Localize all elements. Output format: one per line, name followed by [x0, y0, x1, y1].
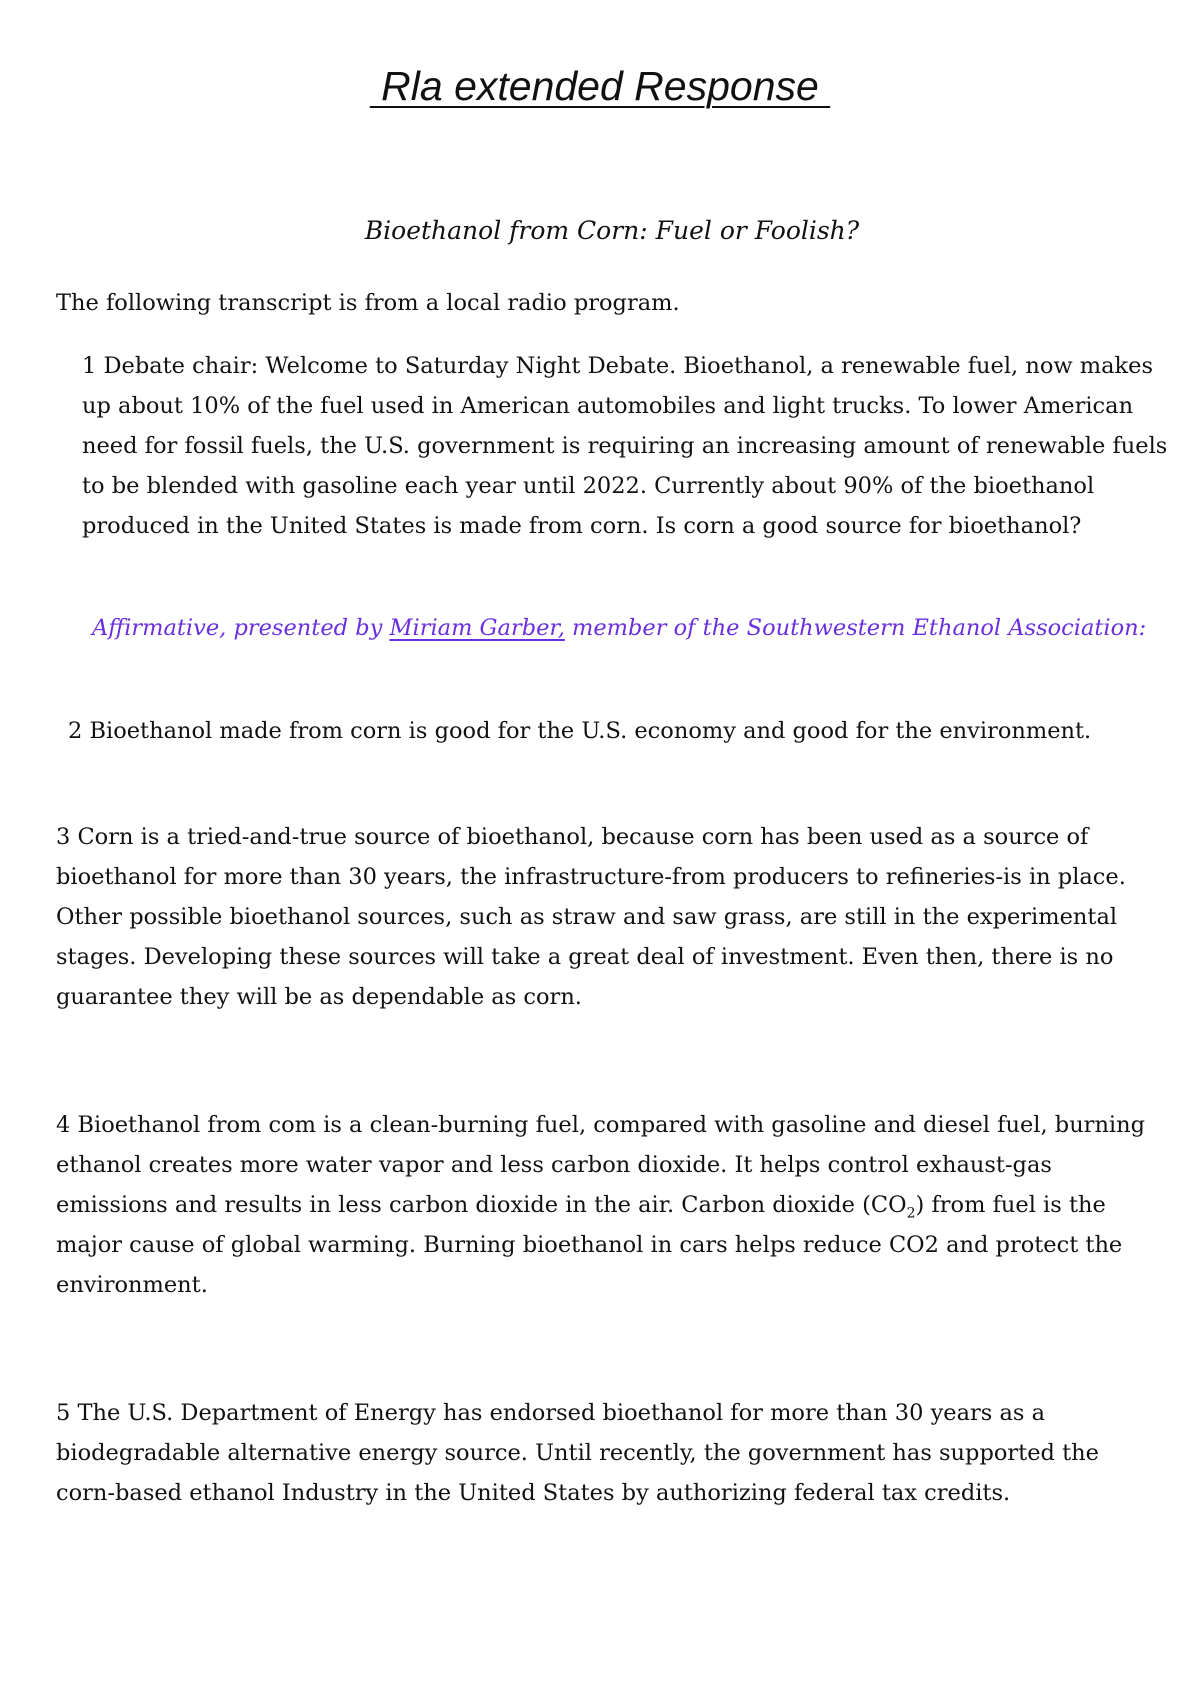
- paragraph-4: [56, 1105, 1156, 1305]
- paragraph-4-part-2: ) from fuel is the major cause of global warming. Burning bioethanol in cars helps reduce CO2 and protect the environment.: [56, 1192, 1123, 1298]
- document-title-text: Rla extended Response: [369, 63, 831, 109]
- paragraph-4-part-1: 4 Bioethanol from com is a clean-burning fuel, compared with gasoline and diesel fuel, burning ethanol creates more water vapor and less carbon dioxide. It helps control exhaust-gas emissions and results in less carbon dioxide in the air. Carbon dioxide (CO: [56, 1112, 1146, 1218]
- paragraph-5: 5 The U.S. Department of Energy has endorsed bioethanol for more than 30 years as a biodegradable alternative energy source. Until recently, the government has supported the corn-based ethanol Industry in the United States by authorizing federal tax credits.: [56, 1400, 1099, 1506]
- affirmative-prefix: Affirmative, presented by: [92, 615, 390, 641]
- paragraph-2: 2 Bioethanol made from corn is good for the U.S. economy and good for the environment.: [68, 718, 1092, 744]
- paragraph-1: 1 Debate chair: Welcome to Saturday Night Debate. Bioethanol, a renewable fuel, now makes up about 10% of the fuel used in American automobiles and light trucks. To lower American need for fossil fuels, the U.S. government is requiring an increasing amount of renewable fuels to be blended with gasoline each year until 2022. Currently about 90% of the bioethanol produced in the United States is made from corn. Is corn a good source for bioethanol?: [82, 353, 1168, 539]
- affirmative-suffix: member of the Southwestern Ethanol Association:: [564, 615, 1147, 641]
- co2-subscript: 2: [906, 1205, 916, 1222]
- affirmative-heading: [56, 608, 1192, 648]
- document-title: [0, 58, 1200, 114]
- intro-text: The following transcript is from a local radio program.: [56, 290, 680, 316]
- speaker-name-link[interactable]: Miriam Garber,: [389, 615, 565, 641]
- paragraph-3: 3 Corn is a tried-and-true source of bioethanol, because corn has been used as a source of bioethanol for more than 30 years, the infrastructure-from producers to refineries-is in place. Other possible bioethanol sources, such as straw and saw grass, are still in the experimental stages. Developing these sources will take a great deal of investment. Even then, there is no guarantee they will be as dependable as corn.: [56, 824, 1126, 1010]
- article-subtitle: Bioethanol from Corn: Fuel or Foolish?: [364, 216, 860, 245]
